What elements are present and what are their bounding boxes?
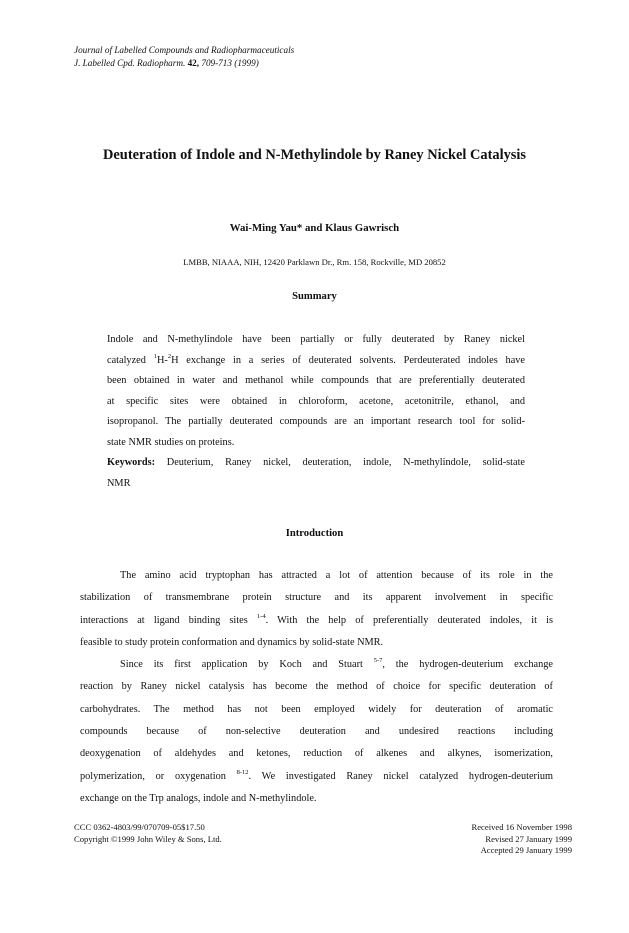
text-run: H- bbox=[156, 354, 168, 366]
footer-dates-block bbox=[400, 822, 572, 857]
received-date: Received 16 November 1998 bbox=[471, 822, 572, 832]
keywords-text: Deuterium, Raney nickel, deuteration, indole, N-methylindole, solid-state bbox=[155, 457, 525, 468]
journal-header bbox=[74, 44, 294, 70]
affiliation: LMBB, NIAAA, NIH, 12420 Parklawn Dr., Rm. 158, Rockville, MD 20852 bbox=[183, 257, 446, 267]
intro-line: exchange on the Trp analogs, indole and N-methylindole. bbox=[80, 792, 317, 804]
summary-paragraph bbox=[107, 330, 525, 494]
intro-line: deoxygenation of aldehydes and ketones, reduction of alkenes and alkynes, isomerization, bbox=[80, 748, 553, 760]
summary-heading: Summary bbox=[292, 291, 337, 302]
revised-date: Revised 27 January 1999 bbox=[485, 833, 572, 844]
superscript: 1 bbox=[153, 352, 157, 360]
text-run: . We investigated Raney nickel catalyzed hydrogen-deuterium bbox=[248, 770, 553, 782]
footer-copyright-block bbox=[74, 822, 222, 845]
keywords-line: NMR bbox=[107, 477, 131, 489]
journal-citation bbox=[74, 57, 294, 70]
accepted-date: Accepted 29 January 1999 bbox=[480, 845, 572, 855]
copyright-notice: Copyright ©1999 John Wiley & Sons, Ltd. bbox=[74, 833, 222, 844]
summary-line: been obtained in water and methanol while compounds that are preferentially deuterated bbox=[107, 375, 525, 386]
text-run: . With the help of preferentially deuterated indoles, it is bbox=[265, 614, 553, 626]
intro-line: The amino acid tryptophan has attracted a lot of attention because of its role in the bbox=[120, 570, 553, 581]
keywords-line bbox=[107, 453, 525, 474]
ccc-code: CCC 0362-4803/99/070709-05$17.50 bbox=[74, 822, 205, 832]
intro-line bbox=[80, 766, 553, 788]
authors: Wai-Ming Yau* and Klaus Gawrisch bbox=[229, 222, 400, 234]
summary-line: isopropanol. The partially deuterated compounds are an important research tool for solid- bbox=[107, 416, 525, 427]
citation-superscript: 5-7 bbox=[373, 657, 383, 665]
summary-line bbox=[107, 351, 525, 372]
text-run: polymerization, or oxygenation bbox=[80, 770, 237, 782]
citation-prefix: J. Labelled Cpd. Radiopharm. bbox=[74, 58, 186, 68]
intro-line: compounds because of non-selective deuteration and undesired reactions including bbox=[80, 726, 553, 738]
introduction-body bbox=[80, 565, 553, 810]
intro-line: reaction by Raney nickel catalysis has become the method of choice for specific deuteration of bbox=[80, 681, 553, 693]
text-run: , the hydrogen-deuterium exchange bbox=[382, 659, 553, 671]
text-run: Since its first application by Koch and Stuart bbox=[120, 659, 374, 671]
intro-line: feasible to study protein conformation and dynamics by solid-state NMR. bbox=[80, 636, 384, 648]
pages-year: 709-713 (1999) bbox=[201, 58, 259, 68]
intro-line: carbohydrates. The method has not been employed widely for deuteration of aromatic bbox=[80, 703, 553, 715]
intro-line bbox=[80, 654, 553, 676]
citation-superscript: 1-4 bbox=[256, 612, 266, 620]
paper-title: Deuteration of Indole and N-Methylindole by Raney Nickel Catalysis bbox=[103, 147, 526, 163]
journal-name: Journal of Labelled Compounds and Radiopharmaceuticals bbox=[74, 45, 295, 55]
intro-line: stabilization of transmembrane protein structure and its apparent involvement in specific bbox=[80, 592, 553, 604]
introduction-heading: Introduction bbox=[285, 528, 344, 539]
text-run: H exchange in a series of deuterated solvents. Perdeuterated indoles have bbox=[171, 354, 525, 366]
text-run: interactions at ligand binding sites bbox=[80, 614, 257, 626]
summary-line: state NMR studies on proteins. bbox=[107, 436, 235, 448]
summary-line: at specific sites were obtained in chloroform, acetone, acetonitrile, ethanol, and bbox=[107, 395, 525, 407]
text-run: catalyzed bbox=[107, 354, 154, 366]
summary-line: Indole and N-methylindole have been partially or fully deuterated by Raney nickel bbox=[107, 334, 525, 345]
volume: 42, bbox=[187, 58, 200, 68]
intro-line bbox=[80, 610, 553, 632]
keywords-label: Keywords: bbox=[107, 457, 156, 468]
citation-superscript: 8-12 bbox=[236, 768, 249, 776]
superscript: 2 bbox=[167, 352, 172, 360]
